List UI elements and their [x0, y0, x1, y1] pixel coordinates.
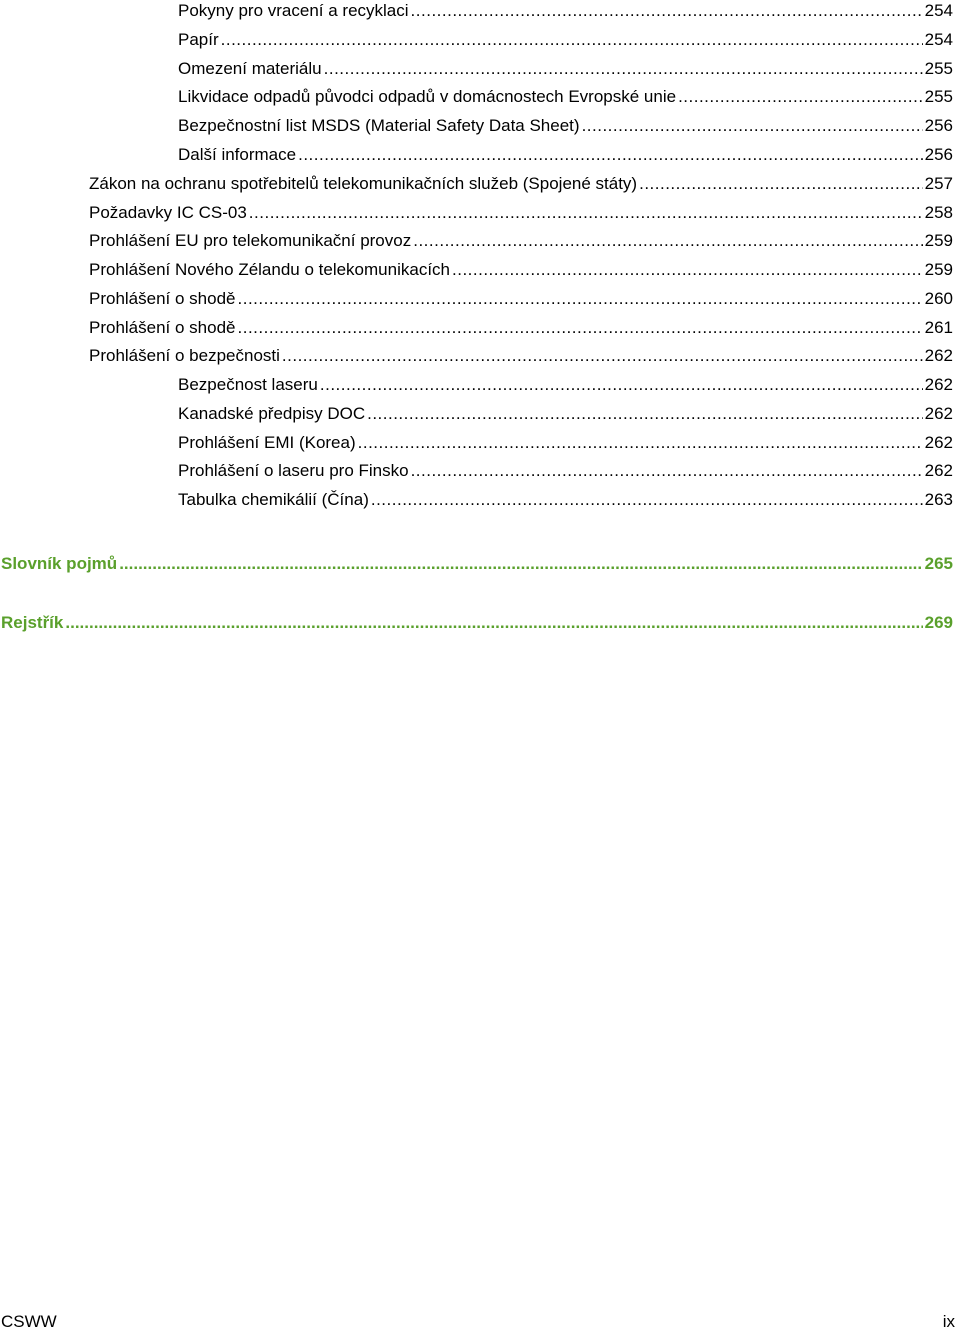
toc-entry-title: Papír: [178, 30, 219, 49]
toc-entry-page: 258: [924, 203, 953, 222]
toc-entry[interactable]: [178, 115, 953, 137]
chapter-title: Slovník pojmů: [1, 554, 118, 573]
toc-entry-page: 255: [924, 87, 953, 106]
dot-leader: [413, 230, 922, 252]
dot-leader: [282, 345, 923, 367]
dot-leader: [411, 0, 923, 22]
toc-entry-page: 261: [924, 318, 953, 337]
dot-leader: [238, 288, 923, 310]
dot-leader: [249, 202, 923, 224]
footer-doc-code: CSWW: [1, 1312, 57, 1331]
toc-entry-page: 256: [924, 116, 953, 135]
toc-entry[interactable]: [89, 317, 953, 339]
toc-entry-title: Požadavky IC CS-03: [89, 203, 247, 222]
toc-entry-title: Prohlášení o bezpečnosti: [89, 346, 280, 365]
chapter-title: Rejstřík: [1, 613, 64, 632]
toc-entry-title: Kanadské předpisy DOC: [178, 404, 366, 423]
dot-leader: [298, 144, 923, 166]
toc-entry[interactable]: [178, 374, 953, 396]
dot-leader: [371, 489, 923, 511]
toc-entry-page: 262: [924, 404, 953, 423]
toc-entry-page: 256: [924, 145, 953, 164]
toc-entry[interactable]: [178, 460, 953, 482]
dot-leader: [358, 432, 923, 454]
toc-entry[interactable]: [178, 86, 953, 108]
toc-entry-page: 262: [924, 433, 953, 452]
toc-entry[interactable]: [178, 29, 953, 51]
chapter-page: 265: [924, 554, 953, 573]
toc-entry[interactable]: [178, 432, 953, 454]
dot-leader: [238, 317, 923, 339]
toc-entry-title: Tabulka chemikálií (Čína): [178, 490, 369, 509]
chapter-page: 269: [924, 613, 953, 632]
dot-leader: [221, 29, 923, 51]
toc-entry-title: Prohlášení Nového Zélandu o telekomunikacích: [89, 260, 450, 279]
toc-entry-title: Bezpečnostní list MSDS (Material Safety Data Sheet): [178, 116, 580, 135]
toc-entry-title: Bezpečnost laseru: [178, 375, 318, 394]
toc-entry-page: 254: [924, 30, 953, 49]
toc-entry-page: 262: [924, 346, 953, 365]
toc-entry-page: 262: [924, 461, 953, 480]
toc-entry[interactable]: [89, 259, 953, 281]
toc-entry[interactable]: [89, 345, 953, 367]
toc-entry-page: 259: [924, 260, 953, 279]
toc-entry[interactable]: [178, 58, 953, 80]
toc-entry[interactable]: [178, 403, 953, 425]
toc-entry[interactable]: [178, 489, 953, 511]
dot-leader: [639, 173, 923, 195]
toc-entry-title: Prohlášení o shodě: [89, 289, 236, 308]
dot-leader: [367, 403, 923, 425]
dot-leader: [119, 553, 922, 575]
toc-entry-title: Likvidace odpadů původci odpadů v domácnostech Evropské unie: [178, 87, 677, 106]
toc-entry-page: 259: [924, 231, 953, 250]
toc-entry[interactable]: [89, 173, 953, 195]
toc-entry-title: Zákon na ochranu spotřebitelů telekomunikačních služeb (Spojené státy): [89, 174, 638, 193]
toc-entry-page: 255: [924, 59, 953, 78]
toc-entry-page: 262: [924, 375, 953, 394]
toc-entry[interactable]: [89, 288, 953, 310]
toc-entry-title: Pokyny pro vracení a recyklaci: [178, 1, 409, 20]
toc-entry-page: 263: [924, 490, 953, 509]
toc-chapter-glossary[interactable]: [1, 553, 953, 575]
dot-leader: [452, 259, 923, 281]
toc-entry-title: Prohlášení EMI (Korea): [178, 433, 356, 452]
toc-entry[interactable]: [178, 0, 953, 22]
footer-page-number: ix: [942, 1312, 955, 1331]
toc-entry-title: Prohlášení o laseru pro Finsko: [178, 461, 409, 480]
toc-entry-title: Další informace: [178, 145, 297, 164]
toc-entry-page: 254: [924, 1, 953, 20]
toc-chapter-index[interactable]: [1, 612, 953, 634]
dot-leader: [320, 374, 923, 396]
toc-entry-page: 260: [924, 289, 953, 308]
toc-entry[interactable]: [89, 230, 953, 252]
toc-entry-title: Omezení materiálu: [178, 59, 322, 78]
dot-leader: [678, 86, 923, 108]
toc-entry-title: Prohlášení EU pro telekomunikační provoz: [89, 231, 412, 250]
toc-entry-title: Prohlášení o shodě: [89, 318, 236, 337]
toc-entry[interactable]: [89, 202, 953, 224]
dot-leader: [411, 460, 923, 482]
dot-leader: [324, 58, 923, 80]
toc-entry[interactable]: [178, 144, 953, 166]
dot-leader: [582, 115, 923, 137]
toc-entry-page: 257: [924, 174, 953, 193]
dot-leader: [65, 612, 922, 634]
